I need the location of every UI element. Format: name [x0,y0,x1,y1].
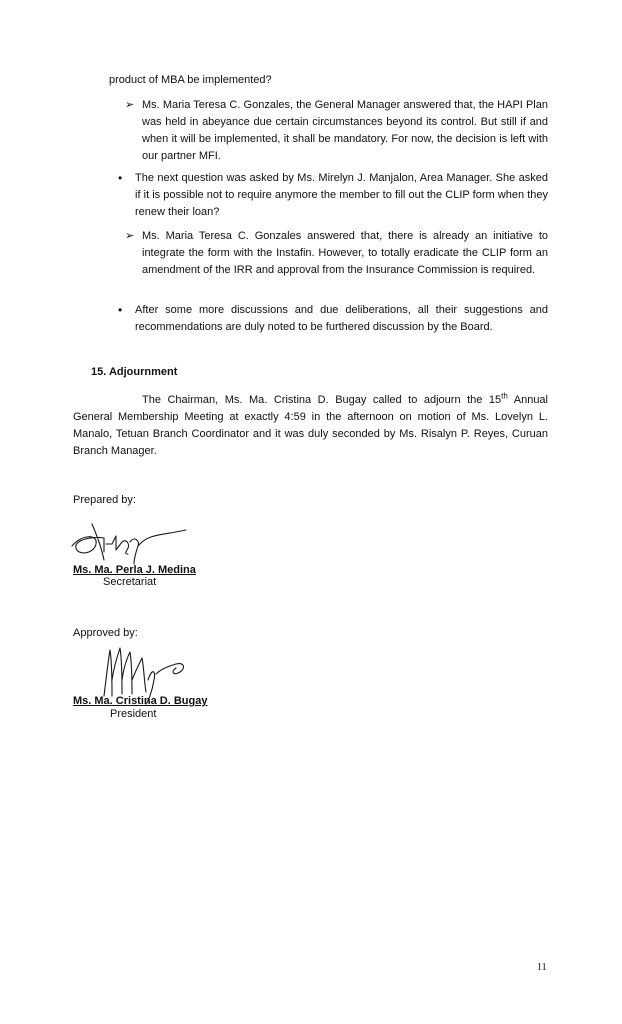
arrow-bullet-icon: ➢ [125,99,135,111]
adjournment-text-a: The Chairman, Ms. Ma. Cristina D. Bugay called to adjourn the 15 [142,394,502,406]
answer-paragraph-1: Ms. Maria Teresa C. Gonzales, the General Manager answered that, the HAPI Plan was held in abeyance due certain circumstances beyond its control. But still if and when it will be implemented, it shall be mandatory. For now, the decision is left with our partner MFI. [142,99,548,162]
secretariat-title: Secretariat [103,576,157,588]
secretariat-name: Ms. Ma. Perla J. Medina [73,564,196,576]
prepared-label: Prepared by: [73,494,136,506]
closing-paragraph: After some more discussions and due deliberations, all their suggestions and recommendations are duly noted to be furthered discussion by the Board. [135,304,548,333]
continued-line: product of MBA be implemented? [109,74,272,86]
president-title: President [110,708,157,720]
page-number: 11 [537,962,547,973]
adjournment-text-b: Annual General Membership Meeting at exactly 4:59 in the afternoon on motion of Ms. Lovelyn L. Manalo, Tetuan Branch Coordinator and it was duly seconded by Ms. Risalyn P. Reyes, Curuan Branch Manager. [73,394,548,457]
section-heading: 15. Adjournment [91,366,178,378]
round-bullet-icon: • [118,171,123,185]
round-bullet-icon: • [118,303,123,317]
approved-label: Approved by: [73,627,138,639]
answer-paragraph-2: Ms. Maria Teresa C. Gonzales answered that, there is already an initiative to integrate the form with the Instafin. However, to totally eradicate the CLIP form an amendment of the IRR and approval from the Insurance Commission is required. [142,230,548,276]
question-paragraph: The next question was asked by Ms. Mirelyn J. Manjalon, Area Manager. She asked if it is possible not to require anymore the member to fill out the CLIP form when they renew their loan? [135,172,548,218]
arrow-bullet-icon: ➢ [125,230,135,242]
president-name: Ms. Ma. Cristina D. Bugay [73,695,208,707]
adjournment-paragraph [73,392,548,460]
ordinal-suffix: th [501,391,508,401]
secretariat-signature [68,514,193,566]
